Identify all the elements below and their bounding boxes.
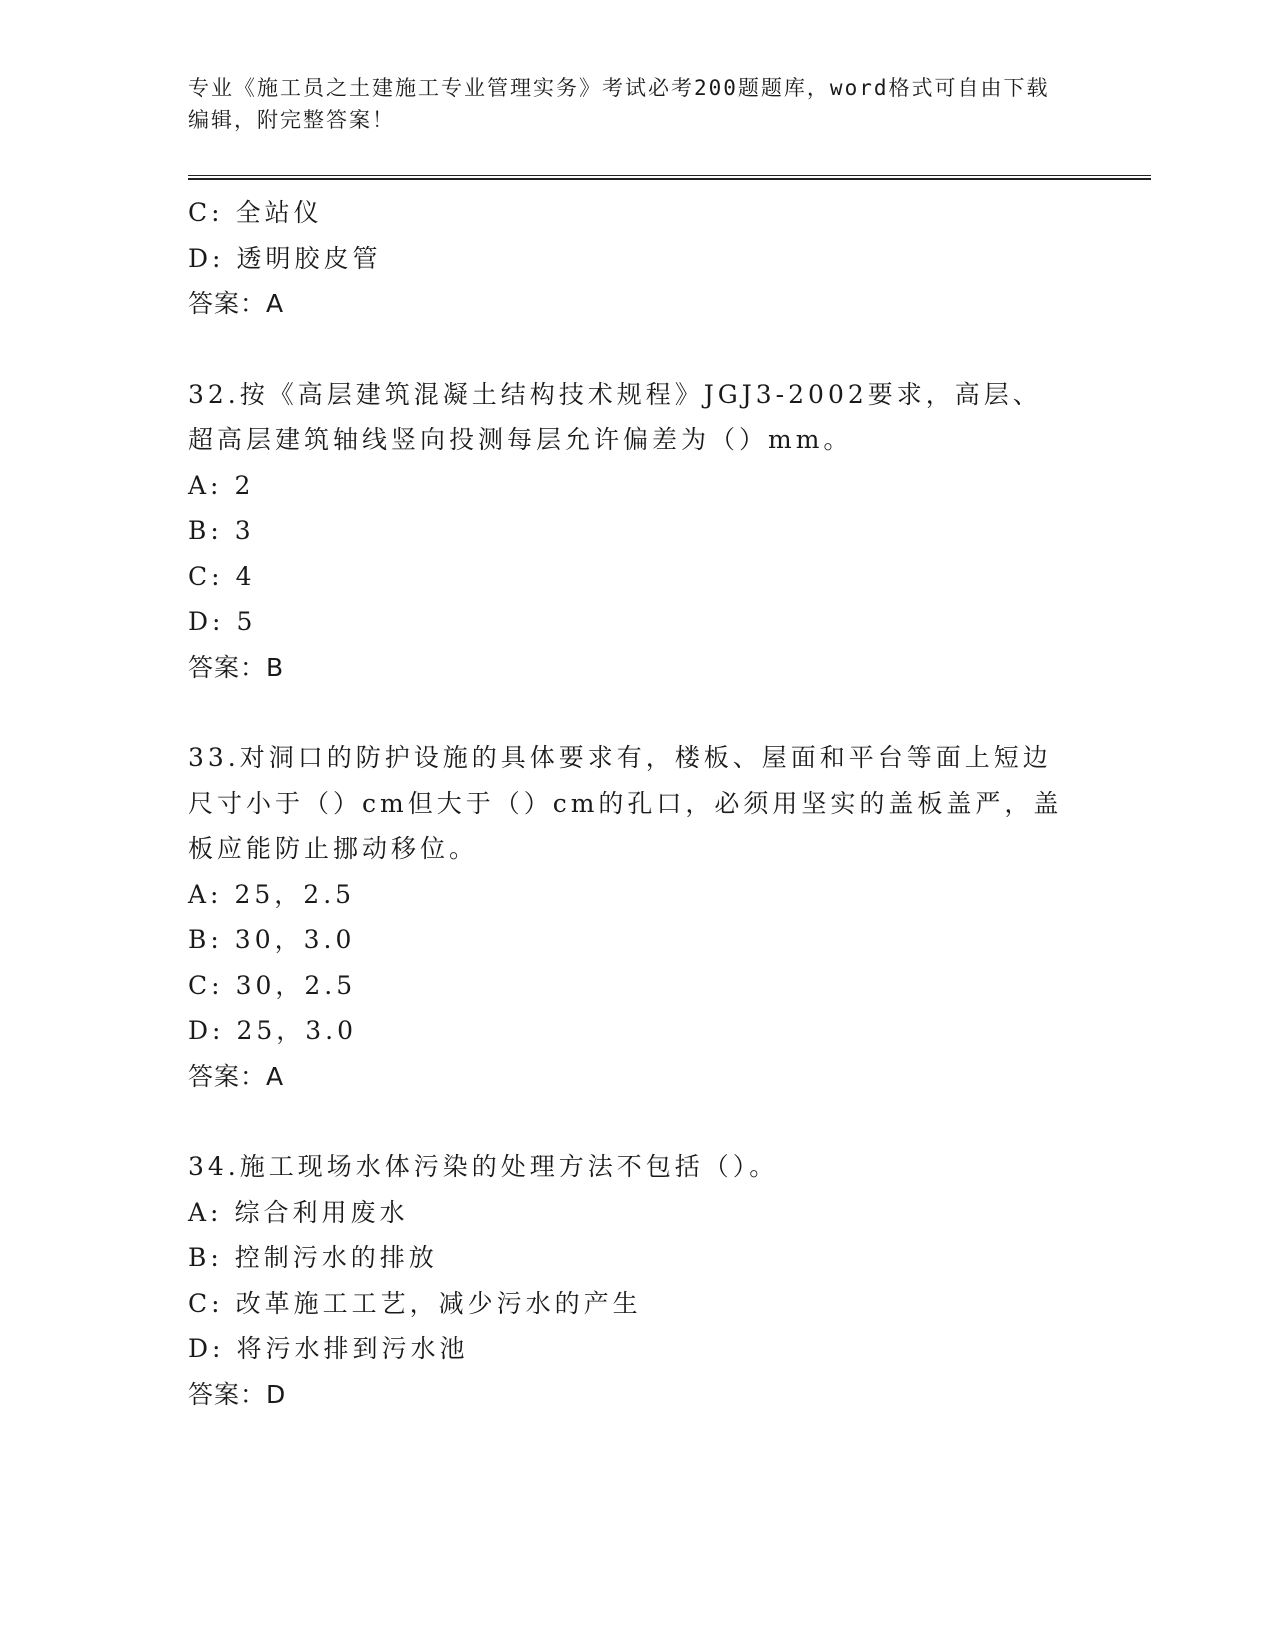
option-label: A:: [188, 470, 223, 500]
option-b: [188, 508, 1088, 554]
document-header: 专业《施工员之土建施工专业管理实务》考试必考200题题库，word格式可自由下载编辑，附完整答案！: [188, 76, 1050, 132]
option-c: [188, 963, 1088, 1009]
spacer: [188, 690, 1088, 735]
option-c: [188, 1281, 1088, 1327]
option-label: B:: [188, 925, 223, 954]
option-label: C:: [188, 198, 224, 227]
option-d: [188, 236, 1088, 282]
answer-line: 答案：B: [188, 652, 285, 682]
option-a: [188, 1190, 1088, 1236]
option-text: 5: [236, 607, 257, 636]
option-text: 2: [234, 470, 255, 500]
option-text: 控制污水的排放: [234, 1243, 438, 1272]
option-b: [188, 1235, 1088, 1281]
option-label: A:: [188, 1197, 223, 1227]
option-text: 25，2.5: [234, 879, 356, 909]
question-33: [188, 735, 1088, 1099]
question-stem: 32.按《高层建筑混凝土结构技术规程》JGJ3-2002要求，高层、超高层建筑轴线竖向投测每层允许偏差为（）mm。: [188, 379, 1042, 454]
option-text: 综合利用废水: [234, 1197, 409, 1227]
header-divider: [188, 175, 1151, 180]
question-34: [188, 1144, 1088, 1417]
option-d: [188, 1326, 1088, 1372]
option-b: [188, 917, 1088, 963]
option-label: B:: [188, 1243, 223, 1272]
question-stem: 34.施工现场水体污染的处理方法不包括（）。: [188, 1152, 779, 1181]
question-32: [188, 372, 1088, 691]
option-label: D:: [188, 1334, 225, 1363]
question-31-continuation: [188, 190, 1088, 327]
option-d: [188, 599, 1088, 645]
option-label: A:: [188, 879, 223, 909]
answer-line: 答案：A: [188, 289, 285, 318]
option-text: 改革施工工艺，减少污水的产生: [235, 1288, 642, 1318]
option-a: [188, 463, 1088, 509]
option-d: [188, 1008, 1088, 1054]
option-a: [188, 872, 1088, 918]
option-text: 30，2.5: [235, 970, 357, 1000]
option-text: 25，3.0: [236, 1016, 358, 1045]
question-stem: 33.对洞口的防护设施的具体要求有，楼板、屋面和平台等面上短边尺寸小于（）cm但大于（）cm的孔口，必须用坚实的盖板盖严，盖板应能防止挪动移位。: [188, 743, 1063, 863]
answer-line: 答案：A: [188, 1061, 285, 1091]
option-c: [188, 190, 1088, 236]
option-label: D:: [188, 1016, 225, 1045]
option-text: 4: [235, 561, 256, 591]
spacer: [188, 1099, 1088, 1144]
question-list: [188, 190, 1088, 1417]
option-text: 30，3.0: [234, 925, 356, 954]
answer-line: 答案：D: [188, 1379, 287, 1409]
option-text: 将污水排到污水池: [236, 1334, 469, 1363]
option-label: C:: [188, 970, 224, 1000]
option-label: B:: [188, 516, 223, 545]
option-label: C:: [188, 561, 224, 591]
option-text: 3: [234, 516, 255, 545]
option-label: D:: [188, 607, 225, 636]
option-label: C:: [188, 1288, 224, 1318]
option-label: D:: [188, 243, 225, 273]
option-text: 全站仪: [235, 198, 323, 227]
option-text: 透明胶皮管: [236, 243, 382, 273]
option-c: [188, 554, 1088, 600]
spacer: [188, 327, 1088, 372]
